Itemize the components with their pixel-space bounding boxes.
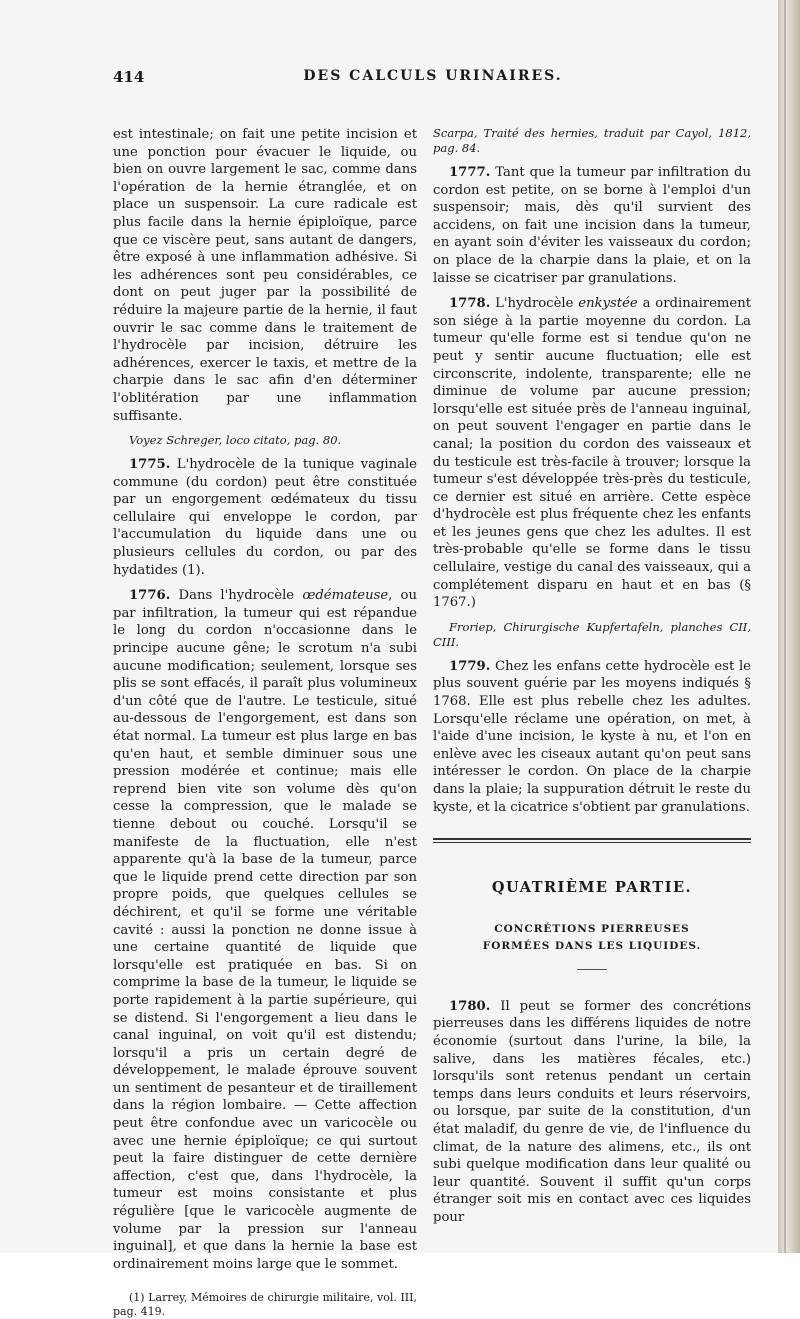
paragraph-1778 xyxy=(433,295,751,612)
section-title: CONCRÉTIONS PIERREUSES FORMÉES DANS LES LIQUIDES. xyxy=(482,922,702,952)
paragraph-text: Tant que la tumeur par infiltration du cordon est petite, on se borne à l'emploi d'un suspensoir; mais, dès qu'il survient des accidens, on fait une incision dans la tumeur, en ayant soin d'éviter les vaisseaux du cordon; on place de la charpie dans la plaie, et on la laisse se cicatriser par granulations. xyxy=(433,165,751,286)
reference-froriep xyxy=(433,620,751,650)
part-title: QUATRIÈME PARTIE. xyxy=(491,879,693,897)
paragraph-text: L'hydrocèle de la tunique vaginale commune (du cordon) peut être constituée par un engorgement œdémateux du tissu cellulaire qui enveloppe le cordon, par l'accumulation du liquide dans une ou plusieurs cellules du cordon, ou par des hydatides (1). xyxy=(113,457,417,578)
paragraph-text-cont: a ordinairement son siége à la partie moyenne du cordon. La tumeur qu'elle forme est si tendue qu'on ne peut y sentir aucune fluctuation; elle est circonscrite, indolente, transparente; elle ne diminue de volume par aucune pression; lorsqu'elle est située près de l'anneau inguinal, on peut souvent l'engager en partie dans le canal; la position du cordon des vaisseaux et du testicule est très-facile à trouver; lorsque la tumeur s'est développée très-près du testicule, ce dernier est situé en arrière. Cette espèce d'hydrocèle est plus fréquente chez les enfants et les jeunes gens que chez les adultes. Il est très-probable qu'elle se forme dans le tissu cellulaire, vestige du canal des vaisseaux, qui a complétement disparu en haut et en bas (§ 1767.) xyxy=(433,296,751,611)
reference-text: Voyez Schreger, loco citato, pag. 80. xyxy=(129,433,342,448)
paragraph-text: Chez les enfans cette hydrocèle est le plus souvent guérie par les moyens indiqués § 1768. Elle est plus rebelle chez les adultes. Lorsqu'elle réclame une opération, on met, à l'aide d'une incision, le kyste à nu, et l'on en enlève avec les ciseaux autant qu'on peut sans intéresser le cordon. On place de la charpie dans la plaie; la suppuration détruit le reste du kyste, et la cicatrice s'obtient par granulations. xyxy=(433,658,751,815)
paragraph-continued: est intestinale; on fait une petite incision et une ponction pour évacuer le liquide, ou bien on ouvre largement le sac, comme dans l'opération de la hernie étranglée, et on place un suspensoir. La cure radicale est plus facile dans la hernie épiploïque, parce que ce viscère peut, sans autant de dangers, être exposé à une inflammation adhésive. Si les adhérences sont peu considérables, ce dont on peut juger par la possibilité de réduire la majeure partie de la hernie, il faut ouvrir le sac comme dans le traitement de l'hydrocèle par incision, détruire les adhérences, exercer le taxis, et mettre de la charpie dans le sac afin d'en déterminer l'oblitération par une inflammation suffisante. xyxy=(113,127,417,424)
right-column xyxy=(433,126,751,1235)
reference-schreger xyxy=(113,433,417,448)
left-column xyxy=(113,126,417,1319)
paragraph-1779 xyxy=(433,658,751,816)
paragraph-1780 xyxy=(433,998,751,1227)
section-divider xyxy=(433,838,751,843)
footnote: (1) Larrey, Mémoires de chirurgie militaire, vol. III, pag. 419. xyxy=(113,1291,417,1319)
paragraph-number: 1775. xyxy=(129,457,171,473)
page-header xyxy=(113,68,753,98)
reference-text: Froriep, Chirurgische Kupfertafeln, planches CII, CIII. xyxy=(433,619,751,649)
page-number: 414 xyxy=(113,68,145,86)
reference-text: Scarpa, Traité des hernies, traduit par Cayol, 1812, pag. 84. xyxy=(433,126,751,155)
paragraph-text: Dans l'hydrocèle xyxy=(178,588,303,604)
running-head: DES CALCULS URINAIRES. xyxy=(303,68,563,84)
facing-page-edge xyxy=(778,0,800,1253)
paragraph-text: Il peut se former des concrétions pierreuses dans les différens liquides de notre économie (surtout dans l'urine, la bile, la salive, dans les matières fécales, etc.) lorsqu'ils sont retenus pendant un certain temps dans leurs conduits et leurs réservoirs, ou lorsque, par suite de la constitution, d'un état maladif, du genre de vie, de l'influence du climat, de la nature des alimens, etc., ils ont subi quelque modification dans leur qualité ou leur quantité. Souvent il suffit qu'un corps étranger soit mis en contact avec ces liquides pour xyxy=(433,998,751,1225)
short-divider xyxy=(577,969,607,970)
paragraph-number: 1778. xyxy=(449,296,491,312)
emphasis-term: œdémateuse xyxy=(302,588,389,604)
paragraph-1776 xyxy=(113,587,417,1273)
emphasis-term: enkystée xyxy=(578,296,638,312)
paragraph-number: 1779. xyxy=(449,658,491,674)
paragraph-text-cont: , ou par infiltration, la tumeur qui est répandue le long du cordon n'occasionne dans le principe aucune gêne; le scrotum n'a subi aucune modification; seulement, lorsque ses plis se sont effacés, il paraît plus volumineux d'un côté que de l'autre. Le testicule, situé au-dessous de l'engorgement, est dans son état normal. La tumeur est plus large en bas qu'en haut, et semble diminuer sous une pression modérée et continue; mais elle reprend bien vite son volume dès qu'on cesse la compression, que le malade se tienne debout ou couché. Lorsqu'il se manifeste de la fluctuation, elle n'est apparente qu'à la base de la tumeur, parce que le liquide prend cette direction par son propre poids, que quelques cellules se déchirent, et qu'il se forme une véritable cavité : aussi la ponction ne donne issue à une certaine quantité de liquide que lorsqu'elle est pratiquée en bas. Si on comprime la base de la tumeur, le liquide se porte rapidement à la partie supérieure, qui se distend. Si l'engorgement a lieu dans le canal inguinal, on voit qu'il est distendu; lorsqu'il a pris un certain degré de développement, le malade éprouve souvent un sentiment de pesanteur et de tiraillement dans la région lombaire. — Cette affection peut être confondue avec un varicocèle ou avec une hernie épiploïque; ce qui surtout peut la faire distinguer de cette dernière affection, c'est que, dans l'hydrocèle, la tumeur est moins consistante et plus régulière [que le varicocèle augmente de volume par la pression sur l'anneau inguinal], et que dans la hernie la base est ordinairement moins large que le sommet. xyxy=(113,588,417,1272)
reference-scarpa xyxy=(433,126,751,156)
paragraph-number: 1780. xyxy=(449,998,491,1014)
paragraph-1777 xyxy=(433,164,751,287)
paragraph-number: 1776. xyxy=(129,588,171,604)
binding-shadow xyxy=(784,0,786,1253)
paragraph-number: 1777. xyxy=(449,165,491,180)
paragraph-1775 xyxy=(113,456,417,579)
paragraph-text: L'hydrocèle xyxy=(495,296,579,312)
